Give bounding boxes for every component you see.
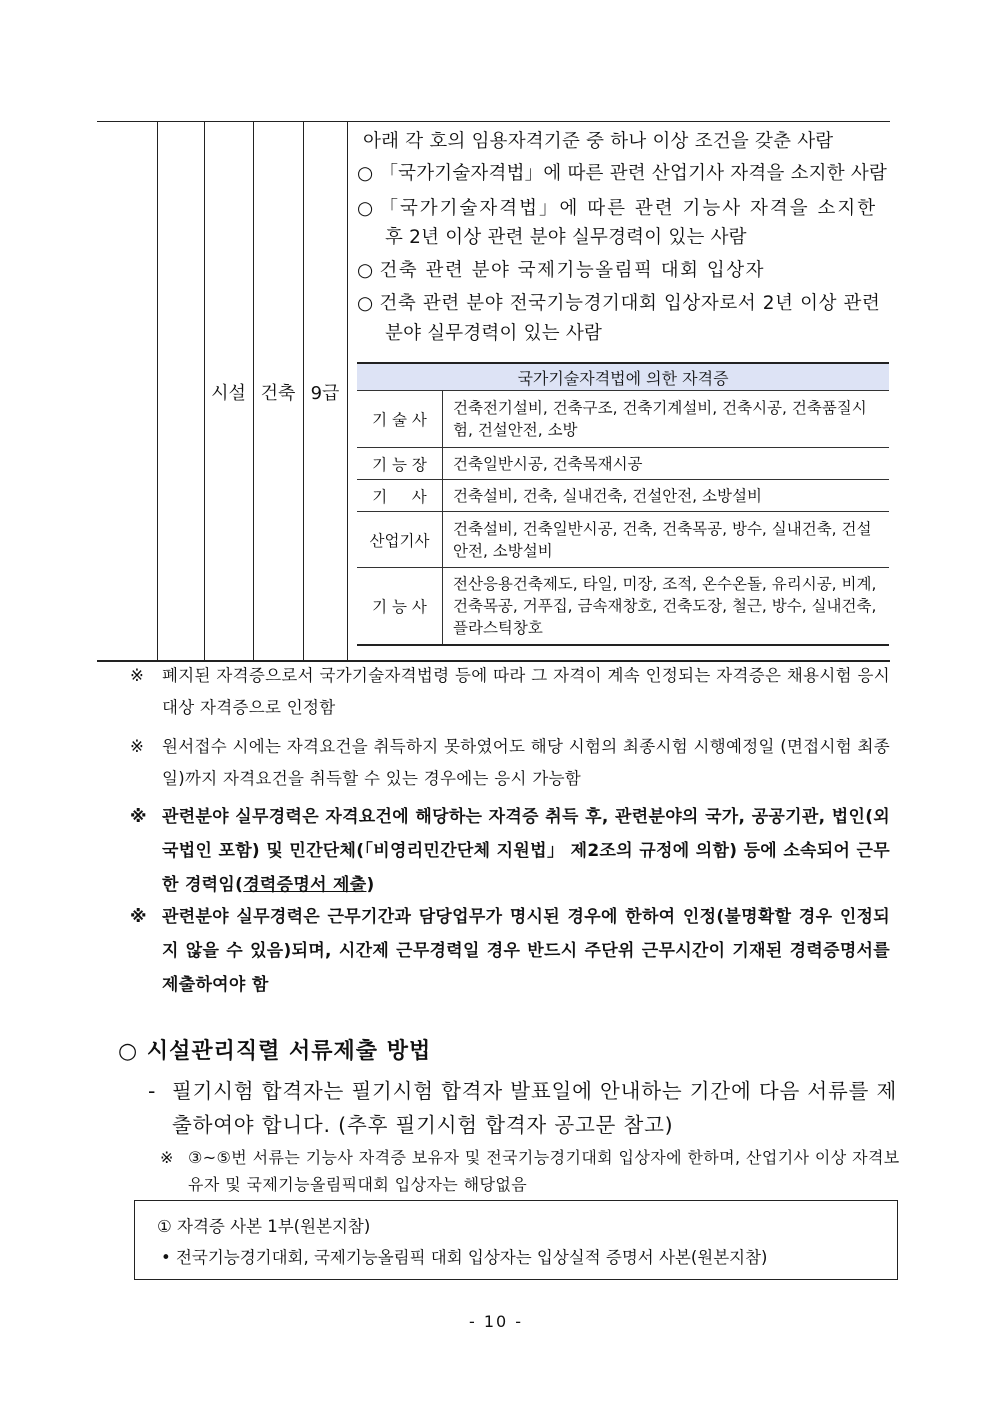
reference-mark-icon: ※ bbox=[130, 666, 144, 685]
document-item: ① 자격증 사본 1부(원본지참) bbox=[157, 1217, 371, 1236]
page-number: - 10 - bbox=[468, 1312, 524, 1331]
grade-cell: 9급 bbox=[310, 383, 340, 404]
document-item-detail: • 전국기능경기대회, 국제기능올림픽 대회 입상자는 입상실적 증명서 사본(원본지참) bbox=[161, 1248, 768, 1267]
requirement-text: 「국가기술자격법」에 따른 관련 기능사 자격을 소지한 bbox=[379, 198, 878, 219]
circle-bullet-icon: ○ bbox=[357, 198, 374, 219]
requirements-intro: 아래 각 호의 임용자격기준 중 하나 이상 조건을 갖춘 사람 bbox=[363, 131, 834, 152]
section-note-text: ③~⑤번 서류는 기능사 자격증 보유자 및 전국기능경기대회 입상자에 한하며, 산업기사 이상 자격보유자 및 국제기능올림픽대회 입상자는 해당없음 bbox=[188, 1148, 900, 1194]
requirement-text: 건축 관련 분야 국제기능올림픽 대회 입상자 bbox=[379, 260, 766, 281]
field-cell: 건축 bbox=[260, 383, 296, 404]
requirement-item bbox=[357, 161, 887, 187]
note-text: 폐지된 자격증으로서 국가기술자격법령 등에 따라 그 자격이 계속 인정되는 자격증은 채용시험 응시대상 자격증으로 인정함 bbox=[162, 666, 890, 717]
note-text: 관련분야 실무경력은 근무기간과 담당업무가 명시된 경우에 한하여 인정(불명확할 경우 인정되지 않을 수 있음)되며, 시간제 근무경력일 경우 반드시 주단위 근무시간이 기재된 경력증명서를 제출하여야 함 bbox=[162, 907, 890, 995]
section-title bbox=[118, 1034, 431, 1065]
table-row bbox=[357, 480, 889, 512]
note bbox=[130, 660, 890, 724]
circle-bullet-icon: ○ bbox=[357, 293, 374, 314]
cert-list: 전산응용건축제도, 타일, 미장, 조적, 온수온돌, 유리시공, 비계, 건축목공, 거푸집, 금속재창호, 건축도장, 철근, 방수, 실내건축, 플라스틱창호 bbox=[443, 568, 890, 646]
table-row bbox=[357, 568, 889, 646]
circle-bullet-icon: ○ bbox=[357, 260, 374, 281]
note bbox=[130, 731, 890, 795]
category-cell: 시설 bbox=[211, 383, 246, 404]
note-text-part: ) bbox=[366, 875, 375, 895]
certificate-table-header: 국가기술자격법에 의한 자격증 bbox=[357, 363, 889, 391]
requirement-item bbox=[357, 258, 765, 284]
section-title-text: 시설관리직렬 서류제출 방법 bbox=[146, 1039, 432, 1064]
cert-list: 건축설비, 건축, 실내건축, 건설안전, 소방설비 bbox=[443, 480, 890, 512]
requirement-item bbox=[357, 291, 880, 317]
document-list-box bbox=[134, 1200, 898, 1280]
cert-list: 건축설비, 건축일반시공, 건축, 건축목공, 방수, 실내건축, 건설안전, 소방설비 bbox=[443, 512, 890, 568]
table-row bbox=[357, 448, 889, 480]
cert-level-label: 기 능 장 bbox=[357, 448, 443, 480]
reference-mark-icon: ※ bbox=[130, 807, 147, 827]
cert-level-label: 산업기사 bbox=[357, 512, 443, 568]
requirement-text: 「국가기술자격법」에 따른 관련 산업기사 자격을 소지한 사람 bbox=[379, 163, 888, 184]
requirement-continuation: 후 2년 이상 관련 분야 실무경력이 있는 사람 bbox=[385, 227, 747, 248]
table-top-border bbox=[97, 121, 890, 122]
table-col-divider bbox=[157, 121, 158, 660]
section-paragraph-text: 필기시험 합격자는 필기시험 합격자 발표일에 안내하는 기간에 다음 서류를 제출하여야 합니다. (추후 필기시험 합격자 공고문 참고) bbox=[172, 1079, 898, 1137]
reference-mark-icon: ※ bbox=[130, 907, 147, 927]
circle-bullet-icon: ○ bbox=[357, 163, 374, 184]
table-col-divider bbox=[347, 121, 348, 660]
dash-bullet-icon: - bbox=[148, 1079, 157, 1103]
note bbox=[130, 800, 890, 902]
table-row bbox=[357, 512, 889, 568]
note-text-part: 관련분야 실무경력은 자격요건에 해당하는 자격증 취득 후, 관련분야의 국가, 공공기관, 법인(외국법인 포함) 및 민간단체(「비영리민간단체 지원법」 제2조의 규정에 의함) 등에 소속되어 근무한 경력임( bbox=[162, 807, 890, 895]
reference-mark-icon: ※ bbox=[160, 1148, 174, 1167]
cert-list: 건축전기설비, 건축구조, 건축기계설비, 건축시공, 건축품질시험, 건설안전, 소방 bbox=[443, 391, 890, 448]
cert-level-label: 기 사 bbox=[357, 480, 443, 512]
note bbox=[130, 900, 890, 1002]
cert-level-label: 기 능 사 bbox=[357, 568, 443, 646]
cert-level-label: 기 술 사 bbox=[357, 391, 443, 448]
table-row bbox=[357, 391, 889, 448]
section-paragraph bbox=[148, 1074, 900, 1142]
circle-bullet-icon: ○ bbox=[118, 1039, 139, 1064]
requirement-text: 건축 관련 분야 전국기능경기대회 입상자로서 2년 이상 관련 bbox=[379, 293, 881, 314]
note-text bbox=[162, 800, 890, 902]
note-underlined-text: 경력증명서 제출 bbox=[243, 875, 367, 895]
certificate-table bbox=[357, 362, 889, 646]
cert-list: 건축일반시공, 건축목재시공 bbox=[443, 448, 890, 480]
note-text: 원서접수 시에는 자격요건을 취득하지 못하였어도 해당 시험의 최종시험 시행예정일 (면접시험 최종일)까지 자격요건을 취득할 수 있는 경우에는 응시 가능함 bbox=[162, 737, 890, 788]
requirement-item bbox=[357, 196, 877, 222]
reference-mark-icon: ※ bbox=[130, 737, 144, 756]
requirement-continuation: 분야 실무경력이 있는 사람 bbox=[385, 323, 603, 344]
section-note bbox=[160, 1144, 900, 1198]
